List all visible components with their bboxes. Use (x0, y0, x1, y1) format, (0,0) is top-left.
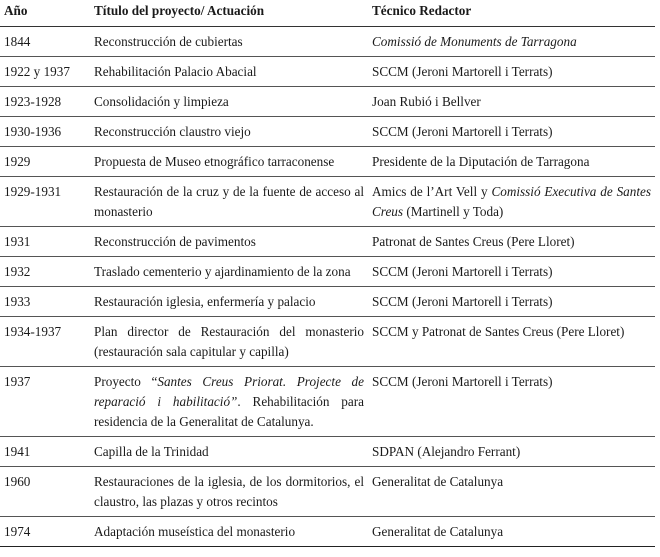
text-segment: . Rehabilitación para residencia de la Generalitat de Catalunya. (94, 394, 364, 429)
header-title: Título del proyecto/ Actuación (90, 0, 368, 27)
cell-year: 1932 (0, 257, 90, 287)
cell-year: 1844 (0, 27, 90, 57)
text-segment: SCCM (Jeroni Martorell i Terrats) (372, 264, 553, 279)
cell-tech (368, 57, 655, 87)
cell-tech (368, 87, 655, 117)
table-row (0, 177, 655, 227)
cell-title: Propuesta de Museo etnográfico tarraconense (90, 147, 368, 177)
cell-title: Restauraciones de la iglesia, de los dormitorios, el claustro, las plazas y otros recintos (90, 467, 368, 517)
cell-year: 1929 (0, 147, 90, 177)
cell-year: 1960 (0, 467, 90, 517)
cell-title: Reconstrucción claustro viejo (90, 117, 368, 147)
table-row (0, 87, 655, 117)
cell-year: 1937 (0, 367, 90, 437)
cell-tech (368, 227, 655, 257)
header-tech: Técnico Redactor (368, 0, 655, 27)
cell-tech (368, 517, 655, 547)
cell-title: Reconstrucción de pavimentos (90, 227, 368, 257)
italic-text: Santes Creus Priorat. Projecte de reparació i habilitació” (94, 374, 364, 409)
cell-title: Adaptación museística del monasterio (90, 517, 368, 547)
cell-tech (368, 117, 655, 147)
text-segment: Patronat de Santes Creus (Pere Lloret) (372, 234, 575, 249)
cell-title: Rehabilitación Palacio Abacial (90, 57, 368, 87)
text-segment: Joan Rubió i Bellver (372, 94, 481, 109)
text-segment: Generalitat de Catalunya (372, 524, 504, 539)
cell-year: 1974 (0, 517, 90, 547)
table-body (0, 27, 655, 547)
table-row (0, 517, 655, 547)
cell-tech (368, 437, 655, 467)
cell-year: 1933 (0, 287, 90, 317)
header-year: Año (0, 0, 90, 27)
text-segment: SDPAN (Alejandro Ferrant) (372, 444, 521, 459)
cell-year: 1934-1937 (0, 317, 90, 367)
italic-text: Comissió Executiva de Santes Creus (372, 184, 651, 219)
cell-year: 1922 y 1937 (0, 57, 90, 87)
cell-year: 1929-1931 (0, 177, 90, 227)
cell-title: Restauración iglesia, enfermería y palacio (90, 287, 368, 317)
cell-tech (368, 177, 655, 227)
text-segment: SCCM (Jeroni Martorell i Terrats) (372, 124, 553, 139)
cell-title: Restauración de la cruz y de la fuente de acceso al monasterio (90, 177, 368, 227)
text-segment: Proyecto “ (94, 374, 158, 389)
table-row (0, 257, 655, 287)
table-header-row (0, 0, 655, 27)
cell-title: Consolidación y limpieza (90, 87, 368, 117)
cell-tech (368, 287, 655, 317)
table-row (0, 27, 655, 57)
cell-tech (368, 257, 655, 287)
table-row (0, 367, 655, 437)
cell-tech (368, 147, 655, 177)
text-segment: SCCM (Jeroni Martorell i Terrats) (372, 64, 553, 79)
cell-year: 1923-1928 (0, 87, 90, 117)
cell-tech (368, 367, 655, 437)
cell-year: 1931 (0, 227, 90, 257)
text-segment: SCCM (Jeroni Martorell i Terrats) (372, 294, 553, 309)
table-row (0, 437, 655, 467)
cell-title: Plan director de Restauración del monasterio (restauración sala capitular y capilla) (90, 317, 368, 367)
text-segment: Presidente de la Diputación de Tarragona (372, 154, 590, 169)
cell-title: Reconstrucción de cubiertas (90, 27, 368, 57)
text-segment: SCCM (Jeroni Martorell i Terrats) (372, 374, 553, 389)
cell-tech (368, 27, 655, 57)
text-segment: Amics de l’Art Vell y (372, 184, 492, 199)
text-segment: Generalitat de Catalunya (372, 474, 504, 489)
cell-title: Traslado cementerio y ajardinamiento de la zona (90, 257, 368, 287)
cell-year: 1941 (0, 437, 90, 467)
text-segment: SCCM y Patronat de Santes Creus (Pere Lloret) (372, 324, 625, 339)
cell-year: 1930-1936 (0, 117, 90, 147)
cell-tech (368, 317, 655, 367)
table-row (0, 227, 655, 257)
table-row (0, 317, 655, 367)
cell-title (90, 367, 368, 437)
cell-title: Capilla de la Trinidad (90, 437, 368, 467)
table-row (0, 147, 655, 177)
cell-tech (368, 467, 655, 517)
table-row (0, 117, 655, 147)
italic-text: Comissió de Monuments de Tarragona (372, 34, 577, 49)
table-row (0, 57, 655, 87)
table-row (0, 467, 655, 517)
table-row (0, 287, 655, 317)
text-segment: (Martinell y Toda) (403, 204, 504, 219)
